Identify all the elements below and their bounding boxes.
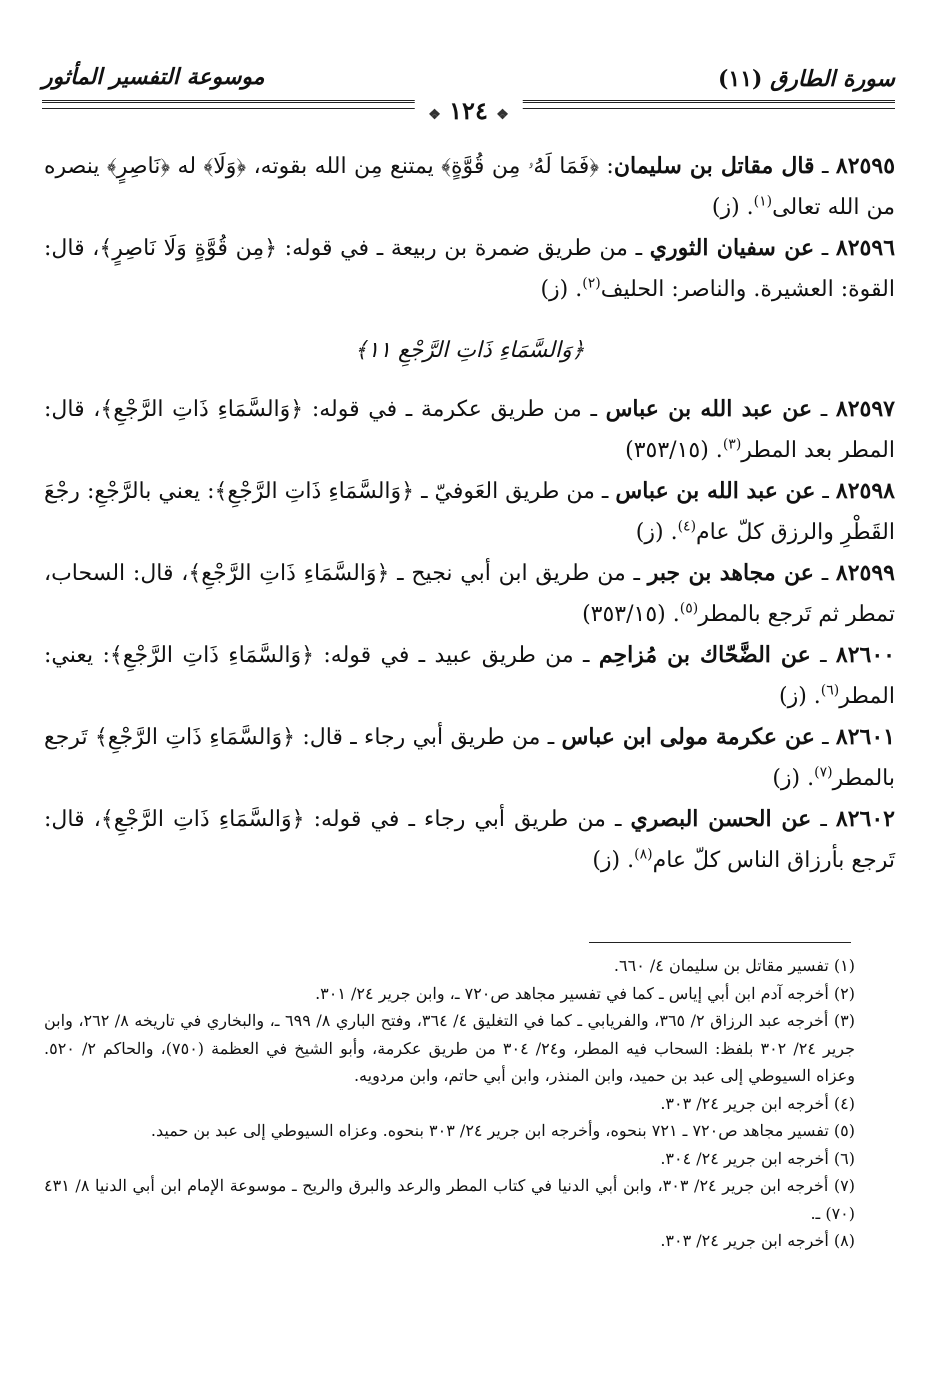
entry-number: ٨٢٦٠١ bbox=[835, 724, 895, 750]
entry-number: ٨٢٥٩٩ bbox=[835, 560, 895, 586]
verse-heading bbox=[44, 330, 895, 371]
footnote-ref[interactable]: (١) bbox=[753, 193, 773, 210]
footnote: (٣) أخرجه عبد الرزاق ٢/ ٣٦٥، والفريابي ـ كما في التغليق ٤/ ٣٦٤، وفتح الباري ٨/ ٦٩٩ ـ، والبخاري في تاريخه ٨/ ٢٦٢، وابن جرير ٢٤/ ٣٠٢ بلفظ: السحاب فيه المطر، و٢٤/ ٣٠٤ من طريق عكرمة، وأبو الشيخ في العظمة (٧٥٠)، والحاكم ٢/ ٥٢٠. وعزاه السيوطي إلى عبد بن حميد، وابن المنذر، وابن أبي حاتم، وابن مردويه. bbox=[44, 1011, 855, 1085]
entry-source: . (ز) bbox=[711, 195, 754, 220]
entry-separator: ـ bbox=[811, 807, 836, 832]
surah-ayah: (١١) bbox=[717, 66, 763, 92]
narrator-name: عن الضَّحّاك بن مُزاحِم bbox=[598, 642, 811, 668]
entry bbox=[44, 389, 895, 471]
narrator-name: عن عكرمة مولى ابن عباس bbox=[561, 724, 815, 750]
entry-number: ٨٢٥٩٧ bbox=[835, 396, 895, 422]
footnote: (٨) أخرجه ابن جرير ٢٤/ ٣٠٣. bbox=[660, 1231, 855, 1250]
entry-source: . (ز) bbox=[592, 848, 635, 873]
entry-text: ـ من طريق أبي رجاء ـ قال: ﴿وَالسَّمَاءِ ذَاتِ الرَّجْعِ﴾ تَرجع بالمطر bbox=[44, 725, 895, 791]
page-number: ١٢٤ bbox=[449, 96, 488, 125]
footnote-ref[interactable]: (٨) bbox=[634, 846, 653, 863]
entry bbox=[44, 228, 895, 310]
entry-separator: ـ bbox=[814, 236, 836, 261]
entry-source: . (ز) bbox=[779, 684, 821, 709]
footnote: (٥) تفسير مجاهد ص٧٢٠ ـ ٧٢١ بنحوه، وأخرجه ابن جرير ٢٤/ ٣٠٣ بنحوه. وعزاه السيوطي إلى عبد بن حميد. bbox=[150, 1121, 855, 1140]
ornament-icon: ❖ bbox=[428, 107, 441, 123]
entry bbox=[44, 717, 895, 799]
entry-number: ٨٢٦٠٢ bbox=[835, 806, 895, 832]
footnote: (٤) أخرجه ابن جرير ٢٤/ ٣٠٣. bbox=[660, 1093, 855, 1113]
narrator-name: عن عبد الله بن عباس bbox=[615, 478, 816, 504]
page-header bbox=[42, 64, 895, 124]
surah-header bbox=[718, 66, 895, 92]
entry-source: . (٣٥٣/١٥) bbox=[582, 602, 680, 627]
narrator-name: قال مقاتل بن سليمان bbox=[613, 153, 815, 179]
footnote-divider bbox=[589, 942, 851, 943]
footnote-ref[interactable]: (٤) bbox=[677, 518, 697, 535]
entry bbox=[44, 146, 895, 228]
narrator-name: عن مجاهد بن جبر bbox=[647, 560, 814, 586]
footnote-ref[interactable]: (٣) bbox=[722, 436, 742, 453]
entry-separator: ـ bbox=[810, 643, 836, 668]
footnote: (٧) أخرجه ابن جرير ٢٤/ ٣٠٣، وابن أبي الدنيا في كتاب المطر والرعد والبرق والريح ـ موسوعة الإمام ابن أبي الدنيا ٨/ ٤٣١ (٧٠) ـ. bbox=[44, 1176, 855, 1223]
entry-number: ٨٢٥٩٨ bbox=[835, 478, 895, 504]
entry bbox=[44, 635, 895, 717]
footnote-ref[interactable]: (٧) bbox=[814, 764, 833, 781]
ornament-icon: ❖ bbox=[496, 107, 509, 123]
footnote-ref[interactable]: (٢) bbox=[582, 275, 601, 292]
footnote: (١) تفسير مقاتل بن سليمان ٤/ ٦٦٠. bbox=[613, 956, 855, 975]
entry bbox=[44, 799, 895, 881]
entry-text: ـ من طريق عبيد ـ في قوله: ﴿وَالسَّمَاءِ ذَاتِ الرَّجْعِ﴾: يعني: المطر bbox=[44, 643, 895, 709]
verse-heading-text: ﴿وَالسَّمَاءِ ذَاتِ الرَّجْعِ ١١﴾ bbox=[354, 338, 585, 363]
entry-text: ـ من طريق عكرمة ـ في قوله: ﴿وَالسَّمَاءِ ذَاتِ الرَّجْعِ﴾، قال: المطر بعد المطر bbox=[44, 397, 895, 463]
entry-separator: ـ bbox=[812, 397, 836, 422]
entry-text: ـ من طريق العَوفيّ ـ ﴿وَالسَّمَاءِ ذَاتِ الرَّجْعِ﴾: يعني بالرَّجْعِ: رجْعَ القَطْرِ والرزق كلّ عام bbox=[44, 479, 895, 545]
entry-number: ٨٢٥٩٥ bbox=[835, 153, 896, 179]
footnote-ref[interactable]: (٥) bbox=[679, 600, 699, 617]
entry-separator: ـ bbox=[813, 561, 836, 586]
entry-number: ٨٢٦٠٠ bbox=[835, 642, 895, 668]
narrator-name: عن عبد الله بن عباس bbox=[605, 396, 813, 422]
main-text bbox=[44, 146, 895, 881]
entry-separator: ـ bbox=[814, 725, 836, 750]
entry-source: . (ز) bbox=[635, 520, 678, 545]
page-number-box bbox=[414, 96, 523, 125]
entry-number: ٨٢٥٩٦ bbox=[835, 235, 896, 261]
surah-name: سورة الطارق bbox=[770, 66, 895, 92]
footnote: (٢) أخرجه آدم ابن أبي إياس ـ كما في تفسير مجاهد ص٧٢٠ ـ، وابن جرير ٢٤/ ٣٠١. bbox=[315, 983, 855, 1003]
entry-source: . (ز) bbox=[772, 766, 815, 791]
entry-source: . (ز) bbox=[540, 277, 583, 302]
footnote: (٦) أخرجه ابن جرير ٢٤/ ٣٠٤. bbox=[660, 1148, 855, 1168]
entry-source: . (٣٥٣/١٥) bbox=[625, 438, 723, 463]
narrator-name: عن الحسن البصري bbox=[630, 806, 812, 832]
entry-text: : ﴿فَمَا لَهُۥ مِن قُوَّةٍ﴾ يمتنع مِن الله بقوته، ﴿وَلَا﴾ له ﴿نَاصِرٍ﴾ ينصره من الله تعالى bbox=[44, 154, 895, 220]
entry bbox=[44, 553, 895, 635]
entry-separator: ـ bbox=[815, 479, 836, 504]
entry-text: ـ من طريق ابن أبي نجيح ـ ﴿وَالسَّمَاءِ ذَاتِ الرَّجْعِ﴾، قال: السحاب، تمطر ثم تَرجع بالمطر bbox=[44, 561, 895, 627]
entry-separator: ـ bbox=[814, 154, 836, 179]
narrator-name: عن سفيان الثوري bbox=[649, 235, 815, 261]
footnote-ref[interactable]: (٦) bbox=[820, 682, 840, 699]
entry-text: ـ من طريق ضمرة بن ربيعة ـ في قوله: ﴿مِن قُوَّةٍ وَلَا نَاصِرٍ﴾، قال: القوة: العشيرة. والناصر: الحليف bbox=[44, 236, 895, 302]
book-title: موسوعة التفسير المأثور bbox=[42, 64, 265, 90]
footnotes bbox=[44, 952, 855, 1255]
entry bbox=[44, 471, 895, 553]
entry-text: ـ من طريق أبي رجاء ـ في قوله: ﴿وَالسَّمَاءِ ذَاتِ الرَّجْعِ﴾، قال: تَرجع بأرزاق الناس كلّ عام bbox=[44, 807, 895, 873]
